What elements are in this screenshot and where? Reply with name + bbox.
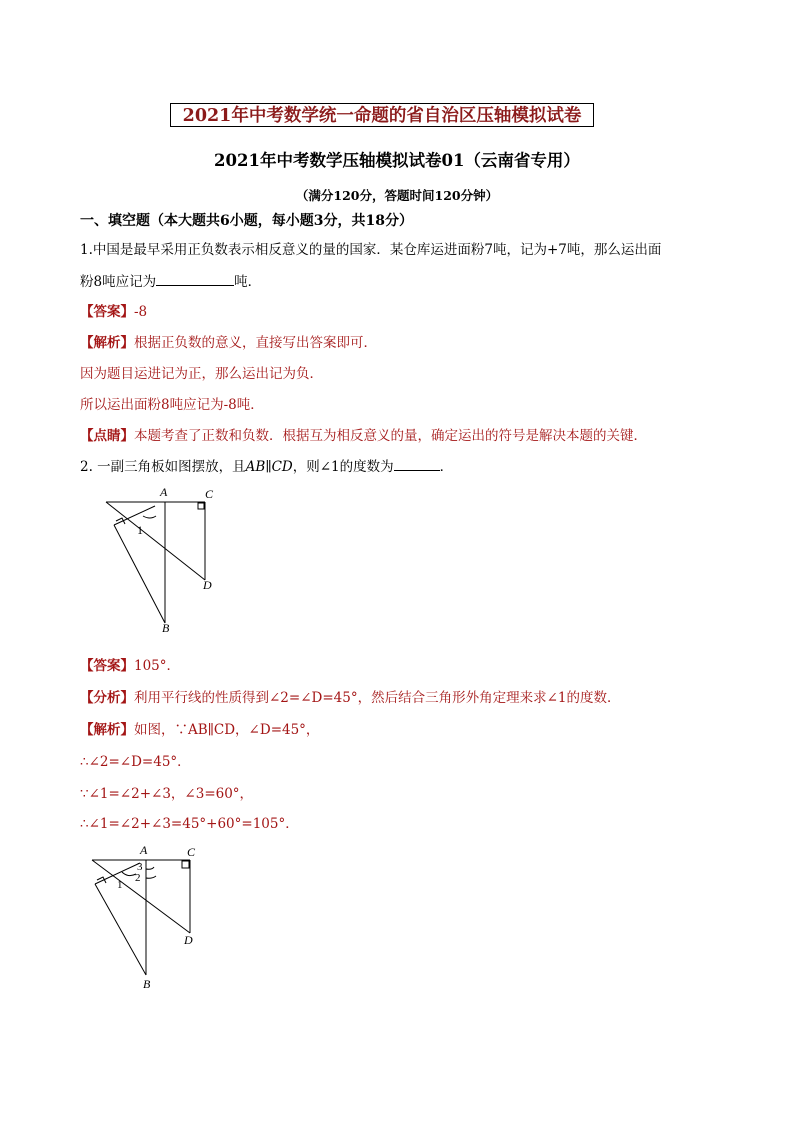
label-a: A xyxy=(140,843,148,857)
q2-stem xyxy=(80,455,453,475)
analysis-text: 利用平行线的性质得到∠2=∠D=45°，然后结合三角形外角定理来求∠1的度数． xyxy=(134,690,621,706)
q2-solution xyxy=(80,718,319,738)
q2-stem-end: ． xyxy=(439,459,454,475)
triangle-edge xyxy=(114,525,165,623)
q2-answer xyxy=(80,654,180,674)
answer-blank xyxy=(156,271,234,286)
answer-tag: 【答案】 xyxy=(80,304,134,320)
triangle-edge xyxy=(95,884,146,975)
triangle-figure-1 xyxy=(100,480,230,640)
q2-step1: ∴∠2=∠D=45°． xyxy=(80,754,191,770)
label-angle-1: 1 xyxy=(137,523,143,537)
label-d: D xyxy=(203,578,212,592)
q1-stem-end: 吨． xyxy=(234,274,262,290)
exam-info: （满分120分，答题时间120分钟） xyxy=(295,188,499,203)
solution-tag: 【解析】 xyxy=(80,722,134,738)
q1-step2: 所以运出面粉8吨应记为-8吨． xyxy=(80,397,264,413)
q1-stem-line2 xyxy=(80,270,261,290)
q2-step3: ∴∠1=∠2+∠3=45°+60°=105°． xyxy=(80,816,299,832)
right-angle-mark xyxy=(182,861,189,868)
q2-stem-text: 2. 一副三角板如图摆放，且 xyxy=(80,459,246,475)
label-angle-3: 3 xyxy=(137,861,143,873)
label-c: C xyxy=(205,487,214,501)
diagonal-line xyxy=(106,502,205,580)
q2-step2: ∵∠1=∠2+∠3，∠3=60°， xyxy=(80,786,254,802)
q1-answer xyxy=(80,300,147,320)
q1-analysis xyxy=(80,331,377,351)
angle-arc xyxy=(146,867,154,869)
triangle-figure-2 xyxy=(86,840,216,1000)
label-c: C xyxy=(187,845,196,859)
analysis-tag: 【分析】 xyxy=(80,690,134,706)
analysis-tag: 【解析】 xyxy=(80,335,134,351)
angle-arc xyxy=(122,872,136,876)
label-angle-1: 1 xyxy=(117,879,123,891)
analysis-text: 根据正负数的意义，直接写出答案即可． xyxy=(134,335,377,351)
answer-value: 105°． xyxy=(134,658,181,674)
banner-title: 2021年中考数学统一命题的省自治区压轴模拟试卷 xyxy=(170,103,594,127)
q1-comment xyxy=(80,424,647,444)
q1-stem-line1: 1.中国是最早采用正负数表示相反意义的量的国家．某仓库运进面粉7吨，记为+7吨，那么运出面 xyxy=(80,242,662,258)
label-b: B xyxy=(143,977,151,991)
page-title: 2021年中考数学压轴模拟试卷01（云南省专用） xyxy=(214,151,580,170)
angle-arc xyxy=(143,516,156,518)
label-a: A xyxy=(160,485,168,499)
answer-blank xyxy=(394,456,440,471)
angle-arc xyxy=(146,876,156,878)
q2-stem-text2: ，则∠1的度数为 xyxy=(292,459,394,475)
right-angle-mark xyxy=(198,503,204,509)
comment-tag: 【点睛】 xyxy=(80,428,134,444)
solution-text: 如图，∵AB∥CD，∠D=45°， xyxy=(134,722,320,738)
comment-text: 本题考查了正数和负数．根据互为相反意义的量，确定运出的符号是解决本题的关键． xyxy=(134,428,647,444)
q1-stem-text: 粉8吨应记为 xyxy=(80,274,157,290)
label-angle-2: 2 xyxy=(135,872,141,884)
q2-analysis xyxy=(80,686,621,706)
section-heading: 一、填空题（本大题共6小题，每小题3分，共18分） xyxy=(80,213,413,229)
triangle-edge-top xyxy=(114,506,155,525)
label-b: B xyxy=(162,621,170,635)
answer-value: -8 xyxy=(134,304,148,320)
q1-step1: 因为题目运进记为正，那么运出记为负． xyxy=(80,366,323,382)
answer-tag: 【答案】 xyxy=(80,658,134,674)
label-d: D xyxy=(184,933,193,947)
q2-stem-parallel: AB∥CD xyxy=(245,459,293,475)
